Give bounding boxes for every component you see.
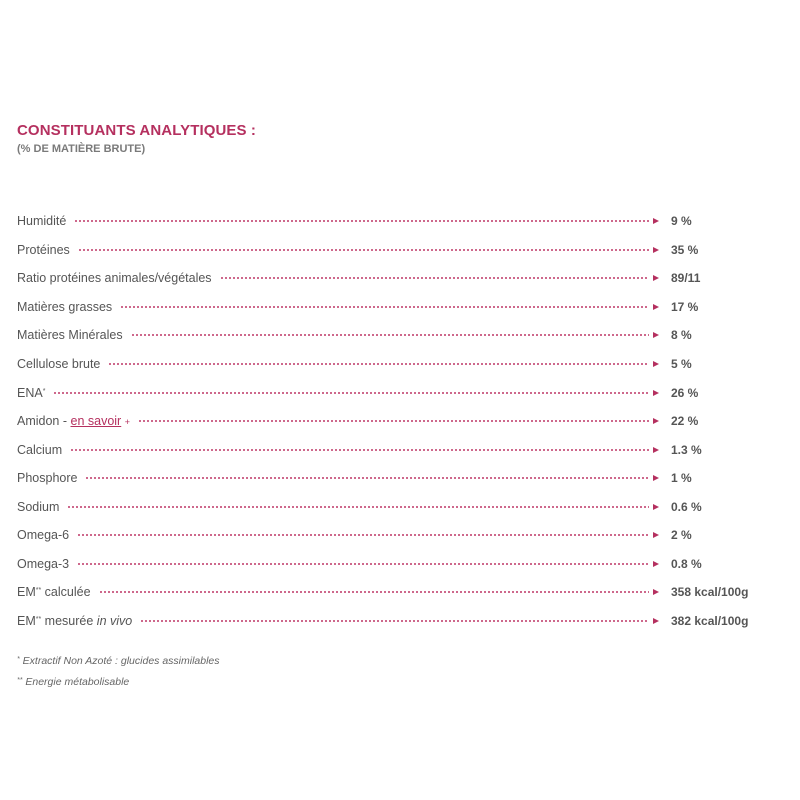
label-text: Sodium bbox=[17, 499, 60, 514]
constituent-row bbox=[17, 607, 767, 636]
footnotes bbox=[17, 650, 220, 692]
constituents-list bbox=[17, 207, 767, 635]
constituent-row bbox=[17, 236, 767, 265]
section-subtitle: (% DE MATIÈRE BRUTE) bbox=[17, 143, 146, 155]
constituent-value: 358 kcal/100g bbox=[671, 585, 749, 600]
constituent-label bbox=[17, 614, 140, 628]
dotted-leader bbox=[70, 449, 649, 451]
arrow-right-icon bbox=[653, 390, 659, 396]
label-text: Matières grasses bbox=[17, 299, 113, 314]
constituent-value: 89/11 bbox=[671, 271, 701, 286]
arrow-right-icon bbox=[653, 447, 659, 453]
constituent-row bbox=[17, 321, 767, 350]
dotted-leader bbox=[77, 563, 649, 565]
footnote-text: Extractif Non Azoté : glucides assimilables bbox=[19, 655, 220, 667]
constituent-label bbox=[17, 300, 120, 314]
label-italic: in vivo bbox=[96, 613, 133, 628]
constituent-label bbox=[17, 443, 70, 457]
constituent-label bbox=[17, 557, 77, 571]
dotted-leader bbox=[220, 277, 649, 279]
constituent-label bbox=[17, 528, 77, 542]
constituent-row bbox=[17, 435, 767, 464]
arrow-right-icon bbox=[653, 304, 659, 310]
dotted-leader bbox=[131, 334, 649, 336]
plus-icon[interactable]: + bbox=[124, 417, 130, 428]
dotted-leader bbox=[53, 392, 649, 394]
label-text: EM bbox=[17, 585, 36, 600]
arrow-right-icon bbox=[653, 532, 659, 538]
footnote-mark: * bbox=[42, 387, 46, 395]
constituent-label bbox=[17, 328, 131, 342]
constituent-row bbox=[17, 492, 767, 521]
constituent-row bbox=[17, 264, 767, 293]
footnote-mark: ** bbox=[17, 677, 23, 684]
label-text: Cellulose brute bbox=[17, 357, 101, 371]
arrow-right-icon bbox=[653, 504, 659, 510]
arrow-right-icon bbox=[653, 332, 659, 338]
arrow-right-icon bbox=[653, 218, 659, 224]
dotted-leader bbox=[138, 420, 649, 422]
constituent-value: 0.8 % bbox=[671, 556, 702, 571]
constituent-value: 22 % bbox=[671, 414, 699, 429]
constituent-value: 382 kcal/100g bbox=[671, 613, 749, 628]
constituent-row bbox=[17, 521, 767, 550]
label-text: Omega-6 bbox=[17, 528, 70, 543]
analytics-section bbox=[17, 122, 767, 628]
arrow-right-icon bbox=[653, 618, 659, 624]
constituent-label bbox=[17, 386, 53, 400]
constituent-label bbox=[17, 214, 74, 228]
learn-more-link[interactable]: en savoir bbox=[70, 414, 122, 429]
dotted-leader bbox=[74, 220, 649, 222]
dotted-leader bbox=[108, 363, 649, 365]
dotted-leader bbox=[140, 620, 649, 622]
label-text: Omega-3 bbox=[17, 556, 70, 571]
dotted-leader bbox=[85, 477, 649, 479]
constituent-value: 5 % bbox=[671, 357, 692, 371]
arrow-right-icon bbox=[653, 361, 659, 367]
constituent-row bbox=[17, 350, 767, 379]
constituent-value: 9 % bbox=[671, 214, 692, 229]
constituent-label bbox=[17, 357, 108, 371]
arrow-right-icon bbox=[653, 589, 659, 595]
label-text: Amidon - bbox=[17, 414, 71, 429]
constituent-row bbox=[17, 550, 767, 579]
constituent-value: 1.3 % bbox=[671, 442, 702, 457]
constituent-row bbox=[17, 578, 767, 607]
dotted-leader bbox=[78, 249, 649, 251]
constituent-row bbox=[17, 407, 767, 436]
dotted-leader bbox=[120, 306, 649, 308]
label-text: Humidité bbox=[17, 214, 67, 229]
section-title: CONSTITUANTS ANALYTIQUES : bbox=[17, 122, 256, 139]
constituent-value: 17 % bbox=[671, 299, 699, 314]
arrow-right-icon bbox=[653, 275, 659, 281]
label-text: Calcium bbox=[17, 442, 63, 457]
constituent-row bbox=[17, 464, 767, 493]
dotted-leader bbox=[99, 591, 649, 593]
constituent-value: 35 % bbox=[671, 242, 699, 257]
footnote-mark: ** bbox=[35, 615, 42, 623]
label-suffix: mesurée bbox=[41, 613, 97, 628]
constituent-label bbox=[17, 471, 85, 485]
constituent-row bbox=[17, 293, 767, 322]
label-text: ENA bbox=[17, 385, 43, 400]
constituent-value: 8 % bbox=[671, 328, 692, 343]
arrow-right-icon bbox=[653, 561, 659, 567]
constituent-value: 0.6 % bbox=[671, 499, 702, 514]
label-text: Protéines bbox=[17, 242, 70, 257]
constituent-row bbox=[17, 378, 767, 407]
constituent-row bbox=[17, 207, 767, 236]
constituent-label bbox=[17, 271, 220, 285]
label-suffix: calculée bbox=[41, 585, 91, 600]
footnote-text: Energie métabolisable bbox=[22, 676, 130, 688]
label-text: Ratio protéines animales/végétales bbox=[17, 271, 212, 286]
footnote-mark: * bbox=[17, 656, 20, 663]
arrow-right-icon bbox=[653, 475, 659, 481]
label-text: Matières Minérales bbox=[17, 328, 123, 343]
constituent-label bbox=[17, 414, 138, 428]
constituent-label bbox=[17, 243, 78, 257]
constituent-label bbox=[17, 500, 67, 514]
label-text: Phosphore bbox=[17, 471, 78, 486]
arrow-right-icon bbox=[653, 247, 659, 253]
arrow-right-icon bbox=[653, 418, 659, 424]
dotted-leader bbox=[67, 506, 649, 508]
dotted-leader bbox=[77, 534, 649, 536]
footnote bbox=[17, 650, 220, 671]
footnote bbox=[17, 671, 220, 692]
constituent-value: 26 % bbox=[671, 385, 699, 400]
label-text: EM bbox=[17, 613, 36, 628]
constituent-value: 1 % bbox=[671, 471, 692, 486]
constituent-value: 2 % bbox=[671, 528, 692, 543]
constituent-label bbox=[17, 585, 99, 599]
footnote-mark: ** bbox=[35, 587, 42, 595]
